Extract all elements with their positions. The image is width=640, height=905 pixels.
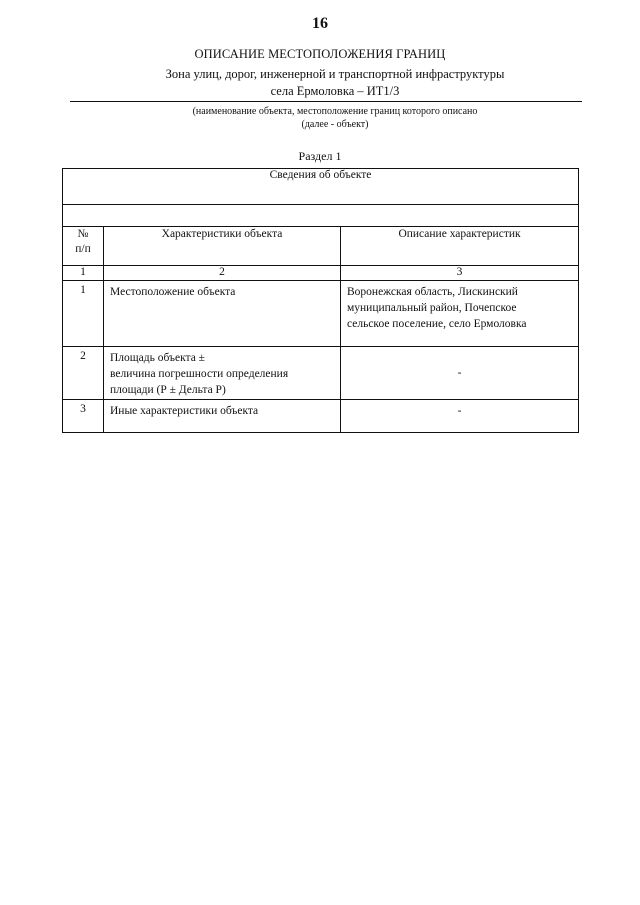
description-line: Воронежская область, Лискинский [347, 286, 518, 298]
characteristic-line: Площадь объекта ± [110, 352, 205, 364]
table-row [63, 400, 579, 433]
column-number-3: 3 [341, 266, 579, 281]
header-num [63, 227, 104, 266]
description-line: - [457, 405, 462, 417]
table-heading: Сведения об объекте [63, 169, 579, 205]
header-description: Описание характеристик [341, 227, 579, 266]
page-number: 16 [312, 15, 328, 32]
row-description [341, 400, 579, 433]
object-name [70, 66, 600, 100]
row-description [341, 281, 579, 347]
characteristic-line: величина погрешности определения [110, 368, 289, 380]
object-info-table [62, 168, 579, 433]
section-label: Раздел 1 [298, 149, 342, 163]
row-characteristic [104, 281, 341, 347]
table-column-numbers-row [63, 266, 579, 281]
characteristic-line: площади (Р ± Дельта Р) [110, 384, 226, 396]
characteristic-line: Местоположение объекта [110, 286, 236, 298]
header-num-line-1: № [77, 228, 89, 240]
description-line: сельское поселение, село Ермоловка [347, 318, 527, 330]
table-blank-cell [63, 205, 579, 227]
header-characteristics: Характеристики объекта [104, 227, 341, 266]
table-blank-row [63, 205, 579, 227]
row-number: 2 [63, 347, 104, 400]
row-number: 3 [63, 400, 104, 433]
description-line: муниципальный район, Почепское [347, 302, 517, 314]
row-description: - [341, 347, 579, 400]
object-name-underline [70, 101, 582, 102]
object-name-line-1: Зона улиц, дорог, инженерной и транспортной инфраструктуры [165, 67, 505, 81]
column-number-2: 2 [104, 266, 341, 281]
table-row [63, 281, 579, 347]
characteristic-line: Иные характеристики объекта [110, 405, 259, 417]
column-number-1: 1 [63, 266, 104, 281]
row-number: 1 [63, 281, 104, 347]
object-caption [70, 105, 600, 131]
object-caption-line-1: (наименование объекта, местоположение границ которого описано [192, 106, 478, 117]
object-name-line-2: села Ермоловка – ИТ1/3 [270, 84, 400, 98]
table-row [63, 347, 579, 400]
document-title: ОПИСАНИЕ МЕСТОПОЛОЖЕНИЯ ГРАНИЦ [194, 47, 446, 61]
table-heading-row [63, 169, 579, 205]
table-header-row [63, 227, 579, 266]
header-num-line-2: п/п [75, 243, 91, 255]
object-caption-line-2: (далее - объект) [301, 119, 369, 130]
row-characteristic [104, 400, 341, 433]
row-characteristic [104, 347, 341, 400]
